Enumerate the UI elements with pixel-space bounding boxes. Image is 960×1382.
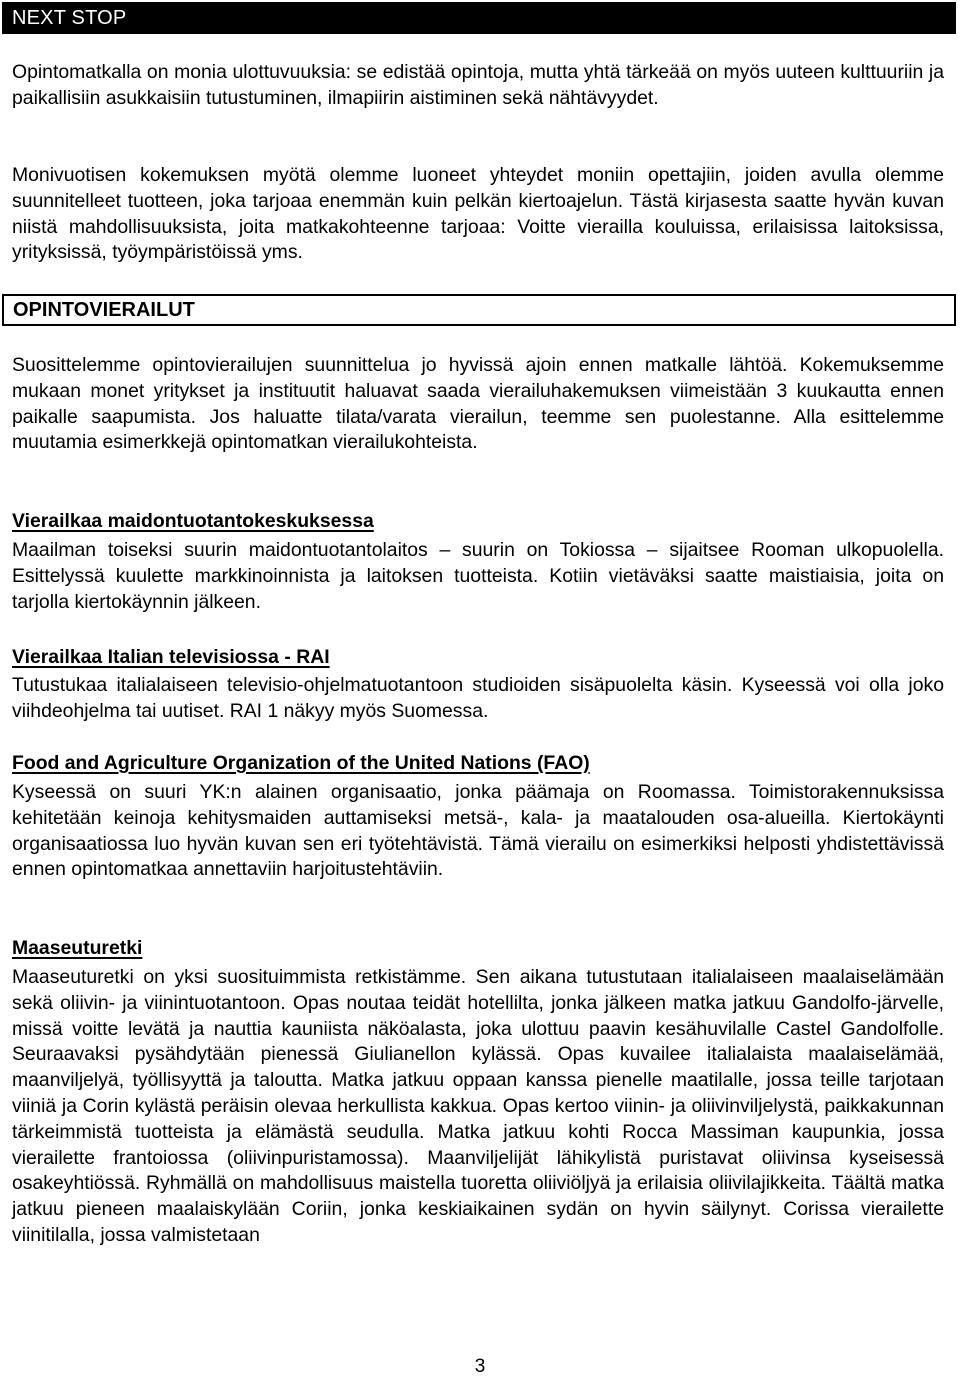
section-body-fao: Kyseessä on suuri YK:n alainen organisaatio, jonka päämaja on Roomassa. Toimistorakennuksissa kehitetään keinoja kehitysmaiden auttamiseksi metsä-, kala- ja maatalouden osa-alueilla. Kiertokäynti organisaatiossa luo hyvän kuvan sen eri työtehtävistä. Tämä vierailu on esimerkiksi helposti yhdistettävissä ennen opintomatkaa annettaviin harjoitustehtäviin. bbox=[12, 781, 944, 881]
section-heading-dairy: Vierailkaa maidontuotantokeskuksessa bbox=[12, 510, 374, 532]
page-number: 3 bbox=[474, 1356, 486, 1377]
intro-paragraph-2: Monivuotisen kokemuksen myötä olemme luoneet yhteydet moniin opettajiin, joiden avulla olemme suunnitelleet tuotteen, joka tarjoaa enemmän kuin pelkän kiertoajelun. Tästä kirjasesta saatte hyvän kuvan niistä mahdollisuuksista, joita matkakohteenne tarjoaa: Voitte vierailla kouluissa, erilaisissa laitoksissa, yrityksissä, työympäristöissä yms. bbox=[12, 164, 944, 264]
section-heading-fao: Food and Agriculture Organization of the United Nations (FAO) bbox=[12, 752, 590, 774]
next-stop-banner: NEXT STOP bbox=[2, 2, 956, 34]
visits-intro-paragraph: Suosittelemme opintovierailujen suunnittelua jo hyvissä ajoin ennen matkalle lähtöä. Kokemuksemme mukaan monet yritykset ja instituutit haluavat saada vierailuhakemuksen viimeistään 3 kuukautta ennen paikalle saapumista. Jos haluatte tilata/varata vierailun, teemme sen puolestanne. Alla esittelemme muutamia esimerkkejä opintomatkan vierailukohteista. bbox=[12, 354, 944, 454]
section-heading-countryside: Maaseuturetki bbox=[12, 937, 143, 959]
intro-paragraph-1: Opintomatkalla on monia ulottuvuuksia: se edistää opintoja, mutta yhtä tärkeää on myös uuteen kulttuuriin ja paikallisiin asukkaisiin tutustuminen, ilmapiirin aistiminen sekä nähtävyydet. bbox=[12, 61, 944, 109]
section-heading-rai: Vierailkaa Italian televisiossa - RAI bbox=[12, 646, 330, 668]
section-body-countryside: Maaseuturetki on yksi suosituimmista retkistämme. Sen aikana tutustutaan italialaiseen maalaiselämään sekä oliivin- ja viinintuotantoon. Opas noutaa teidät hotellilta, jonka jälkeen matka jatkuu Gandolfo-järvelle, missä voitte levätä ja nauttia kauniista näköalasta, joka ulottuu paavin kesähuvilalle Castel Gandolfolle. Seuraavaksi pysähdytään pienessä Giulianellon kylässä. Opas kuvailee italialaista maalaiselämää, maanviljelyä, työllisyyttä ja taloutta. Matka jatkuu oppaan kanssa pienelle maatilalle, jossa teille tarjotaan viiniä ja Corin kylästä peräisin olevaa herkullista kakkua. Opas kertoo viinin- ja oliivinviljelystä, paikkakunnan tärkeimmistä tuotteista ja elämästä seudulla. Matka jatkuu kohti Rocca Massiman kaupunkia, jossa vierailette frantoiossa (oliivinpuristamossa). Maanviljelijät lähikylistä puristavat oliivinsa kyseisessä osakeyhtiössä. Ryhmällä on mahdollisuus maistella tuoretta oliiviöljyä ja erilaisia oliivilajikkeita. Täältä matka jatkuu pieneen maalaiskylään Coriin, jonka keskiaikainen sydän on hyvin säilynyt. Corissa vierailette viinitilalla, jossa valmistetaan bbox=[12, 966, 944, 1246]
opintovierailut-banner: OPINTOVIERAILUT bbox=[2, 294, 956, 326]
section-body-dairy: Maailman toiseksi suurin maidontuotantolaitos – suurin on Tokiossa – sijaitsee Rooman ulkopuolella. Esittelyssä kuulette markkinoinnista ja laitoksen tuotteista. Kotiin vietäväksi saatte maistiaisia, joita on tarjolla kiertokäynnin jälkeen. bbox=[12, 539, 944, 613]
section-body-rai: Tutustukaa italialaiseen televisio-ohjelmatuotantoon studioiden sisäpuolelta käsin. Kyseessä voi olla joko viihdeohjelma tai uutiset. RAI 1 näkyy myös Suomessa. bbox=[12, 674, 944, 722]
